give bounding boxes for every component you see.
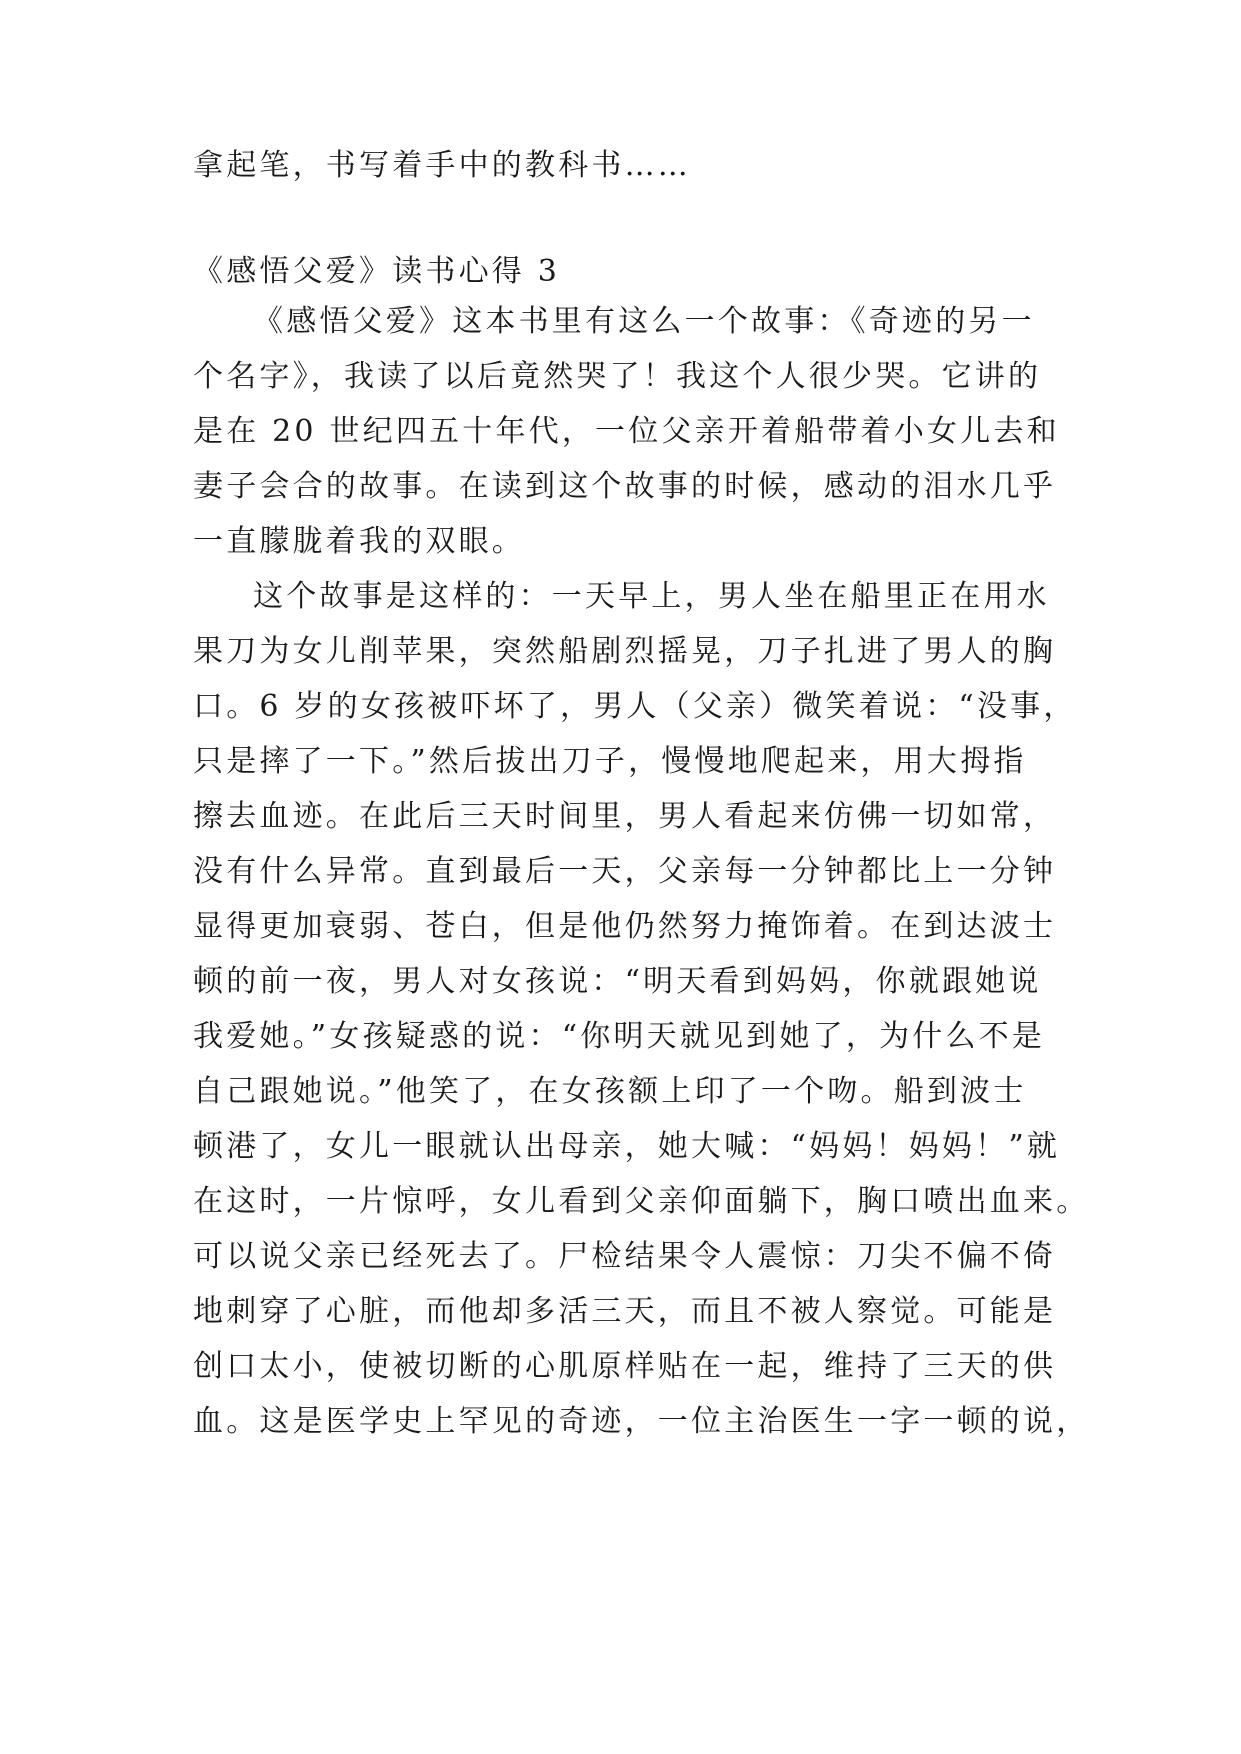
paragraph-line: 顿的前一夜，男人对女孩说：“明天看到妈妈，你就跟她说 (193, 964, 1042, 999)
paragraph-line: 显得更加衰弱、苍白，但是他仍然努力掩饰着。在到达波士 (193, 909, 1057, 944)
paragraph-line: 《感悟父爱》这本书里有这么一个故事：《奇迹的另一 (253, 304, 1035, 339)
paragraph-line: 创口太小，使被切断的心肌原样贴在一起，维持了三天的供 (193, 1349, 1057, 1384)
paragraph-line: 血。这是医学史上罕见的奇迹，一位主治医生一字一顿的说， (193, 1404, 1090, 1439)
paragraph-line: 没有什么异常。直到最后一天，父亲每一分钟都比上一分钟 (193, 854, 1057, 889)
paragraph-line: 果刀为女儿削苹果，突然船剧烈摇晃，刀子扎进了男人的胸 (193, 634, 1057, 669)
paragraph-line: 在这时，一片惊呼，女儿看到父亲仰面躺下，胸口喷出血来。 (193, 1184, 1090, 1219)
paragraph-line: 可以说父亲已经死去了。尸检结果令人震惊：刀尖不偏不倚 (193, 1239, 1057, 1274)
paragraph-line: 是在 20 世纪四五十年代，一位父亲开着船带着小女儿去和 (193, 414, 1060, 449)
paragraph-line: 我爱她。”女孩疑惑的说：“你明天就见到她了，为什么不是 (193, 1019, 1046, 1054)
paragraph-line: 顿港了，女儿一眼就认出母亲，她大喊：“妈妈！妈妈！”就 (193, 1129, 1061, 1164)
paragraph-line: 擦去血迹。在此后三天时间里，男人看起来仿佛一切如常， (193, 799, 1057, 834)
continuation-line: 拿起笔，书写着手中的教科书…… (193, 148, 691, 183)
paragraph-line: 这个故事是这样的：一天早上，男人坐在船里正在用水 (253, 579, 1050, 614)
paragraph-line: 口。6 岁的女孩被吓坏了，男人（父亲）微笑着说：“没事， (193, 689, 1077, 724)
paragraph-line: 个名字》，我读了以后竟然哭了！我这个人很少哭。它讲的 (193, 359, 1042, 394)
paragraph-line: 妻子会合的故事。在读到这个故事的时候，感动的泪水几乎 (193, 469, 1057, 504)
paragraph-line: 地刺穿了心脏，而他却多活三天，而且不被人察觉。可能是 (193, 1294, 1057, 1329)
paragraph-line: 自己跟她说。”他笑了，在女孩额上印了一个吻。船到波士 (193, 1074, 1027, 1109)
section-title: 《感悟父爱》读书心得 3 (193, 254, 561, 289)
paragraph-line: 一直朦胧着我的双眼。 (193, 524, 525, 559)
paragraph-line: 只是摔了一下。”然后拔出刀子，慢慢地爬起来，用大拇指 (193, 744, 1027, 779)
